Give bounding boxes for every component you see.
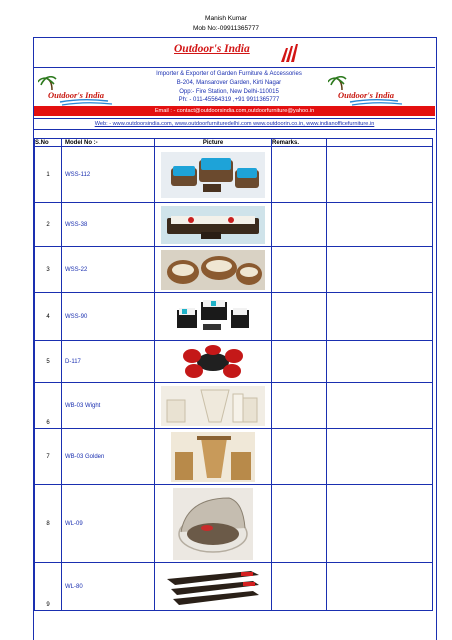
product-photo-sectional — [155, 203, 272, 247]
product-photo-daybed — [155, 485, 272, 563]
row-extra — [327, 383, 433, 429]
brand-stripes-icon — [279, 43, 301, 63]
company-info — [134, 70, 324, 105]
header-model: Model No :- — [62, 139, 155, 147]
row-model: WL-80 — [62, 563, 155, 611]
table-row — [35, 147, 433, 203]
product-photo-dining-set — [155, 341, 272, 383]
logo-left-text: Outdoor's India — [48, 90, 104, 100]
product-photo-sofa-set — [155, 147, 272, 203]
row-model: WSS-90 — [62, 293, 155, 341]
info-line3: Opp:- Fire Station, New Delhi-110015 — [179, 88, 279, 95]
table-row — [35, 563, 433, 611]
product-photo-bar-set-white — [155, 383, 272, 429]
row-model: WB-03 Golden — [62, 429, 155, 485]
row-extra — [327, 563, 433, 611]
company-header — [34, 38, 435, 139]
header-sno: S.No — [35, 139, 62, 147]
row-remarks — [272, 203, 327, 247]
row-model: WSS-38 — [62, 203, 155, 247]
row-sno: 4 — [35, 293, 62, 341]
logo-right-text: Outdoor's India — [338, 90, 394, 100]
contact-name: Manish Kumar — [205, 15, 247, 22]
catalog-sheet — [33, 37, 437, 640]
row-remarks — [272, 563, 327, 611]
contact-mobile: Mob No:-09911365777 — [192, 25, 259, 32]
table-header-row — [35, 139, 433, 147]
product-photo-sun-loungers — [155, 563, 272, 611]
contact-top — [0, 14, 452, 34]
table-row — [35, 485, 433, 563]
row-extra — [327, 429, 433, 485]
product-table — [34, 138, 433, 611]
row-extra — [327, 247, 433, 293]
row-sno: 9 — [35, 563, 62, 611]
product-photo-modular-sofa — [155, 293, 272, 341]
header-extra — [327, 139, 433, 147]
row-sno: 3 — [35, 247, 62, 293]
web-links-bar[interactable]: Web: - www.outdoorsindia.com, www.outdoorfurnituredelhi.com www.outdoorin.co.in, www.indianofficefurniture.in — [34, 118, 435, 130]
table-row — [35, 341, 433, 383]
product-photo-bar-set-golden — [155, 429, 272, 485]
row-extra — [327, 293, 433, 341]
row-remarks — [272, 147, 327, 203]
row-model: WL-09 — [62, 485, 155, 563]
table-row — [35, 203, 433, 247]
row-remarks — [272, 485, 327, 563]
row-sno: 6 — [35, 383, 62, 429]
header-picture: Picture — [155, 139, 272, 147]
row-extra — [327, 341, 433, 383]
row-sno: 2 — [35, 203, 62, 247]
row-sno: 8 — [35, 485, 62, 563]
product-photo-round-sofa — [155, 247, 272, 293]
row-remarks — [272, 383, 327, 429]
email-bar[interactable]: Email : - contact@outdoorsindia.com,outdoorfurniture@yahoo.in — [34, 106, 435, 116]
table-row — [35, 293, 433, 341]
row-model: D-117 — [62, 341, 155, 383]
brand-title: Outdoor's India — [174, 43, 250, 55]
row-extra — [327, 203, 433, 247]
row-remarks — [272, 247, 327, 293]
info-line2: B-204, Mansarover Garden, Kirti Nagar — [176, 79, 282, 86]
table-row — [35, 429, 433, 485]
company-logo-left — [38, 76, 128, 108]
row-remarks — [272, 341, 327, 383]
row-extra — [327, 485, 433, 563]
row-sno: 1 — [35, 147, 62, 203]
info-line1: Importer & Exporter of Garden Furniture & Accessories — [156, 71, 302, 77]
table-row — [35, 383, 433, 429]
row-remarks — [272, 429, 327, 485]
row-model: WB-03 Wight — [62, 383, 155, 429]
row-model: WSS-22 — [62, 247, 155, 293]
row-sno: 7 — [35, 429, 62, 485]
row-remarks — [272, 293, 327, 341]
row-extra — [327, 147, 433, 203]
brand-row — [34, 38, 435, 68]
row-sno: 5 — [35, 341, 62, 383]
header-remarks: Remarks. — [272, 139, 327, 147]
company-logo-right — [328, 76, 418, 108]
info-phone: Ph: - 011-45564319 ,+91 9911365777 — [178, 97, 280, 104]
row-model: WSS-112 — [62, 147, 155, 203]
table-row — [35, 247, 433, 293]
